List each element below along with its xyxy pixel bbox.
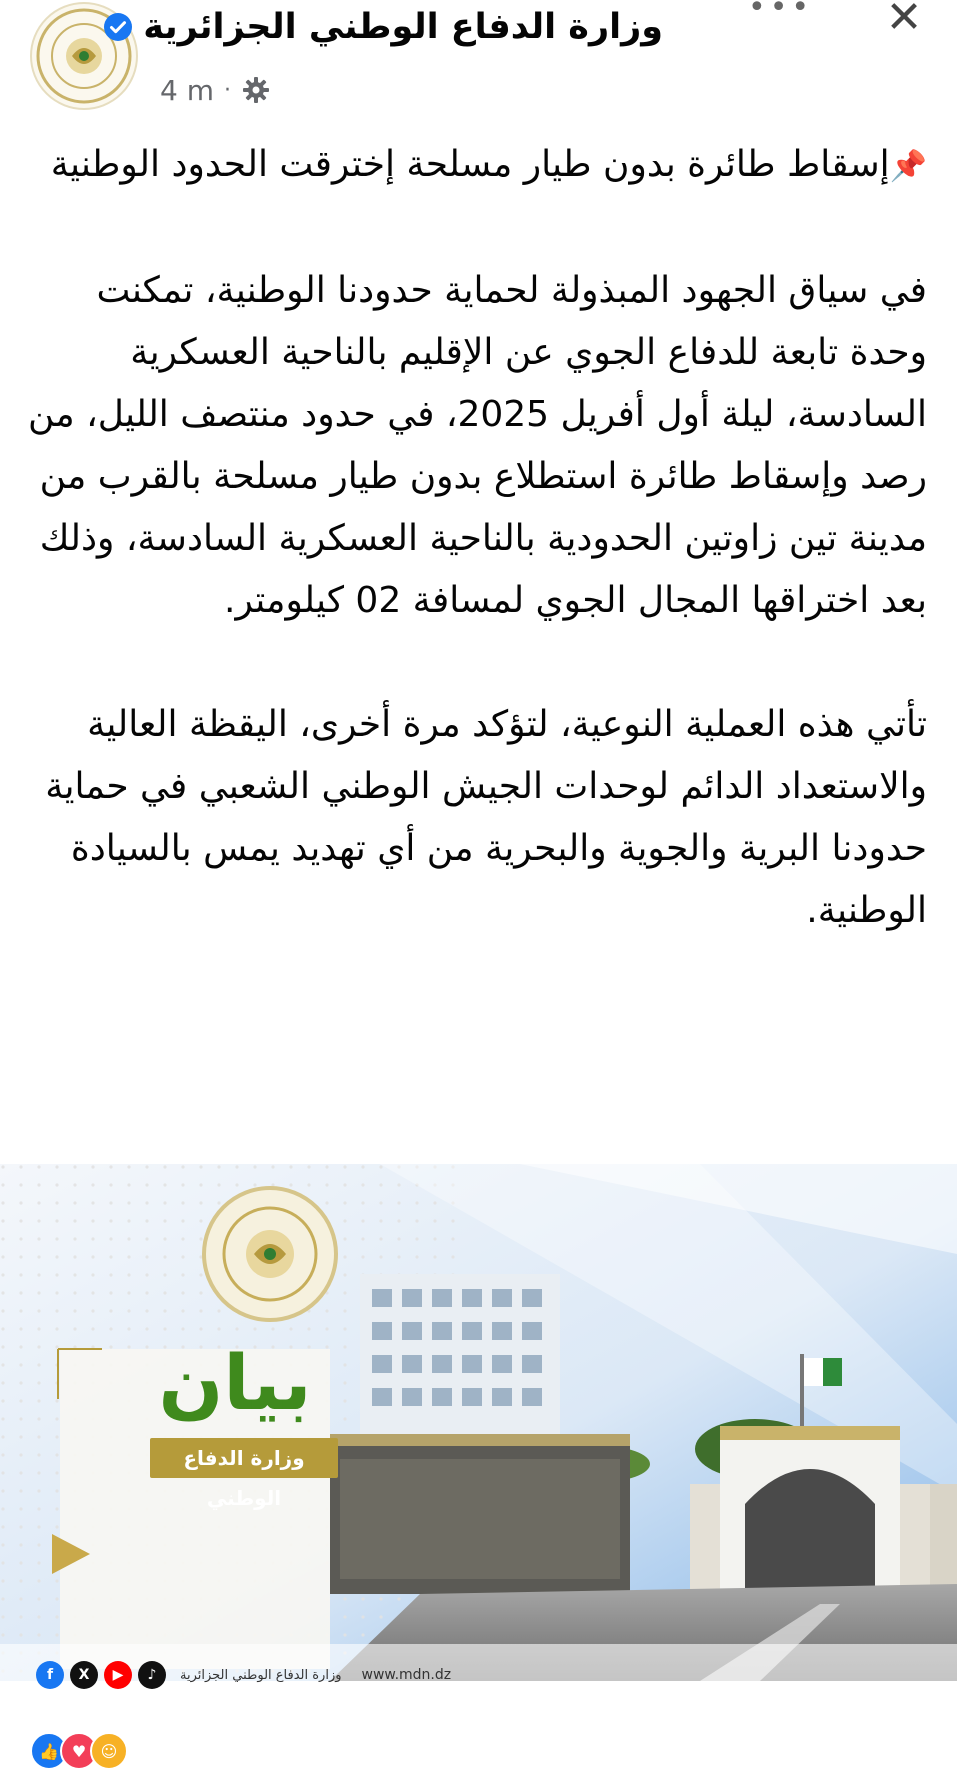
post-paragraph-1: في سياق الجهود المبذولة لحماية حدودنا الوطنية، تمكنت وحدة تابعة للدفاع الجوي عن الإقليم بالناحية العسكرية السادسة، ليلة أول أفريل 2025، في حدود منتصف الليل، من رصد وإسقاط طائرة استطلاع بدون طيار مسلحة بالقرب من مدينة تين زاوتين الحدودية بالناحية العسكرية السادسة، وذلك بعد اختراقها المجال الجوي لمسافة 02 كيلومتر. (28, 270, 927, 621)
image-footer (36, 1658, 451, 1692)
image-footer-url: www.mdn.dz (361, 1667, 452, 1683)
gear-icon[interactable] (241, 75, 271, 105)
post-timestamp[interactable]: 4 m (160, 73, 214, 107)
love-reaction-icon: ♥ (60, 1732, 98, 1770)
post-header (0, 0, 957, 120)
pushpin-icon: 📌 (889, 149, 927, 184)
x-icon: X (70, 1661, 98, 1689)
youtube-icon: ▶ (104, 1661, 132, 1689)
page-name-row (103, 2, 663, 52)
tiktok-icon: ♪ (138, 1661, 166, 1689)
image-footer-name: وزارة الدفاع الوطني الجزائرية (180, 1667, 342, 1683)
meta-separator: · (224, 77, 231, 103)
post-paragraph-2: تأتي هذه العملية النوعية، لتؤكد مرة أخرى، اليقظة العالية والاستعداد الدائم لوحدات الجيش الوطني الشعبي في حماية حدودنا البرية والجوية والبحرية من أي تهديد يمس بالسيادة الوطنية. (45, 704, 927, 931)
post-image[interactable] (0, 1164, 957, 1681)
close-button[interactable]: ✕ (885, 0, 923, 43)
more-options-button[interactable]: ••• (748, 0, 814, 25)
post-meta (160, 68, 271, 112)
page-name[interactable]: وزارة الدفاع الوطني الجزائرية (143, 7, 663, 47)
reaction-summary[interactable] (30, 1732, 120, 1762)
statement-image-graphic (0, 1164, 957, 1681)
check-verified-icon (103, 12, 133, 42)
image-headline: بيان (158, 1338, 312, 1427)
post-title (27, 134, 927, 198)
image-subheadline: وزارة الدفاع الوطني (150, 1438, 338, 1478)
post-text (27, 134, 927, 942)
like-reaction-icon: 👍 (30, 1732, 68, 1770)
haha-reaction-icon: ☺ (90, 1732, 128, 1770)
post-title-text: إسقاط طائرة بدون طيار مسلحة إخترقت الحدود الوطنية (50, 144, 890, 185)
facebook-icon: f (36, 1661, 64, 1689)
